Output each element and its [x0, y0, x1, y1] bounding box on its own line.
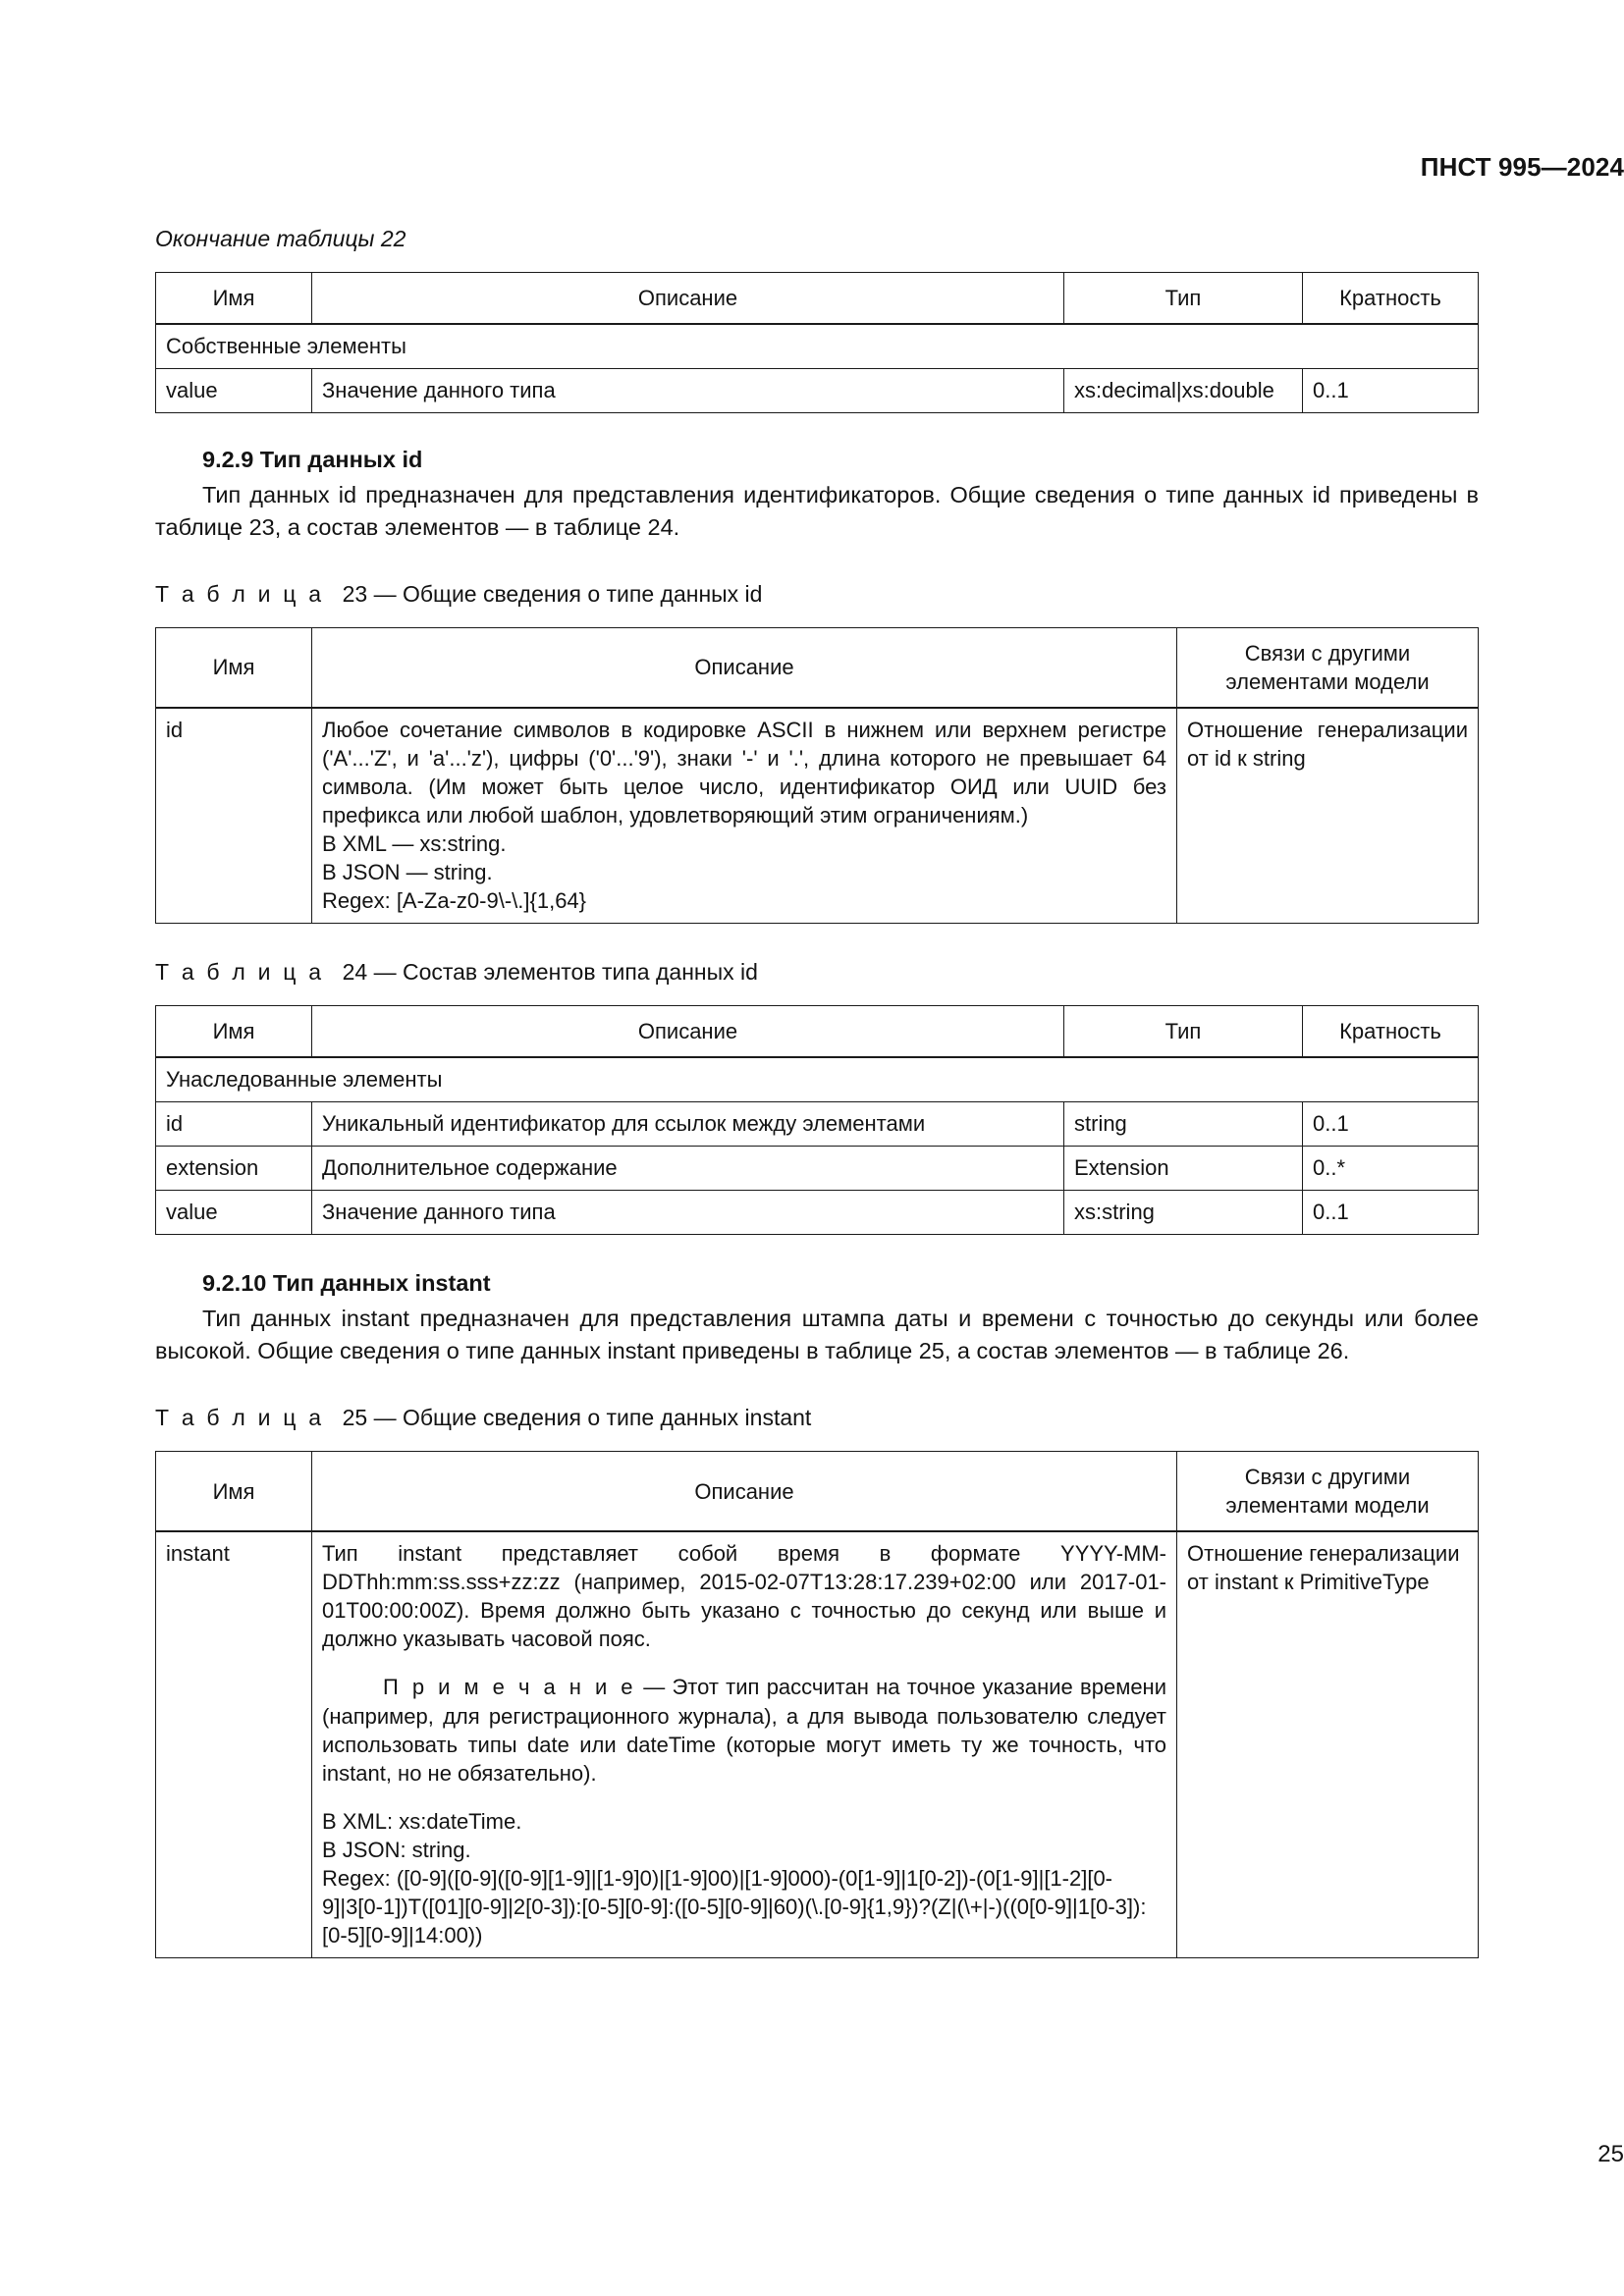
column-header-relations [1177, 1452, 1479, 1532]
description-xml: В XML — xs:string. [322, 831, 507, 857]
description-xml: В XML: xs:dateTime. [322, 1808, 522, 1834]
table-row [156, 1531, 1479, 1957]
column-header-cardinality: Кратность [1303, 273, 1479, 325]
table22-end-caption: Окончание таблицы 22 [155, 226, 406, 251]
page-number: 25 [1597, 2141, 1624, 2167]
column-header-relations-line2: элементами модели [1225, 1493, 1430, 1519]
cell-type: xs:string [1064, 1191, 1303, 1235]
table-row [156, 369, 1479, 413]
cell-description [312, 708, 1177, 924]
column-header-type: Тип [1064, 273, 1303, 325]
column-header-description: Описание [312, 273, 1064, 325]
table23-caption-rest: 23 — Общие сведения о типе данных id [342, 580, 763, 607]
table24-caption [155, 957, 1479, 988]
cell-relations: Отношение генерализации от instant к PrimitiveType [1177, 1531, 1479, 1957]
table-header-row [156, 1006, 1479, 1058]
cell-cardinality: 0..1 [1303, 1102, 1479, 1147]
table-header-row [156, 1452, 1479, 1532]
cell-cardinality: 0..1 [1303, 1191, 1479, 1235]
table-row [156, 708, 1479, 924]
cell-name: value [156, 1191, 312, 1235]
cell-cardinality: 0..* [1303, 1147, 1479, 1191]
column-header-name: Имя [156, 1006, 312, 1058]
column-header-description: Описание [312, 1006, 1064, 1058]
cell-name: value [156, 369, 312, 413]
cell-description: Уникальный идентификатор для ссылок между элементами [312, 1102, 1064, 1147]
cell-type: xs:decimal|xs:double [1064, 369, 1303, 413]
cell-name: id [156, 1102, 312, 1147]
table23-caption [155, 579, 1479, 610]
table-22-end [155, 272, 1479, 413]
table-header-row [156, 273, 1479, 325]
cell-name: instant [156, 1531, 312, 1957]
column-header-name: Имя [156, 627, 312, 708]
column-header-name: Имя [156, 273, 312, 325]
section-heading-9-2-10: 9.2.10 Тип данных instant [202, 1270, 491, 1297]
column-header-description: Описание [312, 627, 1177, 708]
table24-caption-rest: 24 — Состав элементов типа данных id [342, 959, 758, 986]
table-23 [155, 627, 1479, 924]
note-label: П р и м е ч а н и е [383, 1675, 636, 1700]
column-header-description: Описание [312, 1452, 1177, 1532]
column-header-relations-line1: Связи с другими [1244, 1465, 1411, 1490]
cell-type: string [1064, 1102, 1303, 1147]
table24-caption-prefix: Т а б л и ц а [155, 959, 325, 986]
cell-type: Extension [1064, 1147, 1303, 1191]
description-note [322, 1673, 1166, 1787]
cell-description: Значение данного типа [312, 369, 1064, 413]
table-group-row [156, 324, 1479, 369]
running-header: ПНСТ 995—2024 [1420, 152, 1624, 182]
column-header-relations [1177, 627, 1479, 708]
cell-description [312, 1531, 1177, 1957]
column-header-name: Имя [156, 1452, 312, 1532]
page-content [155, 224, 1479, 1958]
table25-caption-prefix: Т а б л и ц а [155, 1405, 325, 1431]
section-heading-9-2-9: 9.2.9 Тип данных id [202, 447, 423, 473]
column-header-relations-line2: элементами модели [1225, 669, 1430, 694]
cell-cardinality: 0..1 [1303, 369, 1479, 413]
table-row [156, 1102, 1479, 1147]
table-group-row [156, 1057, 1479, 1102]
table-header-row [156, 627, 1479, 708]
cell-name: extension [156, 1147, 312, 1191]
cell-description: Значение данного типа [312, 1191, 1064, 1235]
column-header-cardinality: Кратность [1303, 1006, 1479, 1058]
note-text: — Этот тип рассчитан на точное указание времени (например, для регистрационного журнала), а для вывода пользователю следует использовать типы date или dateTime (которые могут иметь ту же точность, что instant, но не обязательно). [322, 1675, 1166, 1786]
column-header-relations-line1: Связи с другими [1244, 640, 1411, 666]
cell-description: Дополнительное содержание [312, 1147, 1064, 1191]
cell-name: id [156, 708, 312, 924]
description-regex: Regex: [A-Za-z0-9\-\.]{1,64} [322, 888, 587, 914]
description-main: Любое сочетание символов в кодировке ASCII в нижнем или верхнем регистре ('A'...'Z', и 'a'...'z'), цифры ('0'...'9'), знаки '-' и '.', длина которого не превышает 64 символа. (Им может быть целое число, идентификатор ОИД или UUID без префикса или любой шаблон, удовлетворяющий этим ограничениям.) [322, 718, 1166, 828]
table-25 [155, 1451, 1479, 1957]
table25-caption [155, 1403, 1479, 1433]
description-json: В JSON — string. [322, 860, 493, 885]
description-main: Тип instant представляет собой время в формате YYYY-MM-DDThh:mm:ss.sss+zz:zz (например, 2015-02-07T13:28:17.239+02:00 или 2017-01-01T00:00:00Z). Время должно быть указано с точностью до секунд или выше и должно указывать часовой пояс. [322, 1541, 1166, 1652]
table-24 [155, 1005, 1479, 1235]
group-label: Унаследованные элементы [156, 1057, 1479, 1102]
table-row [156, 1147, 1479, 1191]
group-label: Собственные элементы [156, 324, 1479, 369]
table23-caption-prefix: Т а б л и ц а [155, 580, 325, 607]
section-paragraph-9-2-10: Тип данных instant предназначен для представления штампа даты и времени с точностью до секунды или более высокой. Общие сведения о типе данных instant приведены в таблице 25, а состав элементов — в таблице 26. [155, 1306, 1479, 1364]
description-json: В JSON: string. [322, 1837, 471, 1862]
section-paragraph-9-2-9: Тип данных id предназначен для представления идентификаторов. Общие сведения о типе данных id приведены в таблице 23, а состав элементов — в таблице 24. [155, 482, 1479, 541]
description-regex: Regex: ([0-9]([0-9]([0-9][1-9]|[1-9]0)|[1-9]00)|[1-9]000)-(0[1-9]|1[0-2])-(0[1-9]|[1-2][0-9]|3[0-1])T([01][0-9]|2[0-3]):[0-5][0-9]:([0-5][0-9]|60)(\.[0-9]{1,9})?(Z|(\+|-)((0[0-9]|1[0-3]):[0-5][0-9]|14:00)) [322, 1865, 1147, 1948]
column-header-type: Тип [1064, 1006, 1303, 1058]
table25-caption-rest: 25 — Общие сведения о типе данных instant [342, 1405, 812, 1431]
cell-relations: Отношение генерализации от id к string [1177, 708, 1479, 924]
table-row [156, 1191, 1479, 1235]
